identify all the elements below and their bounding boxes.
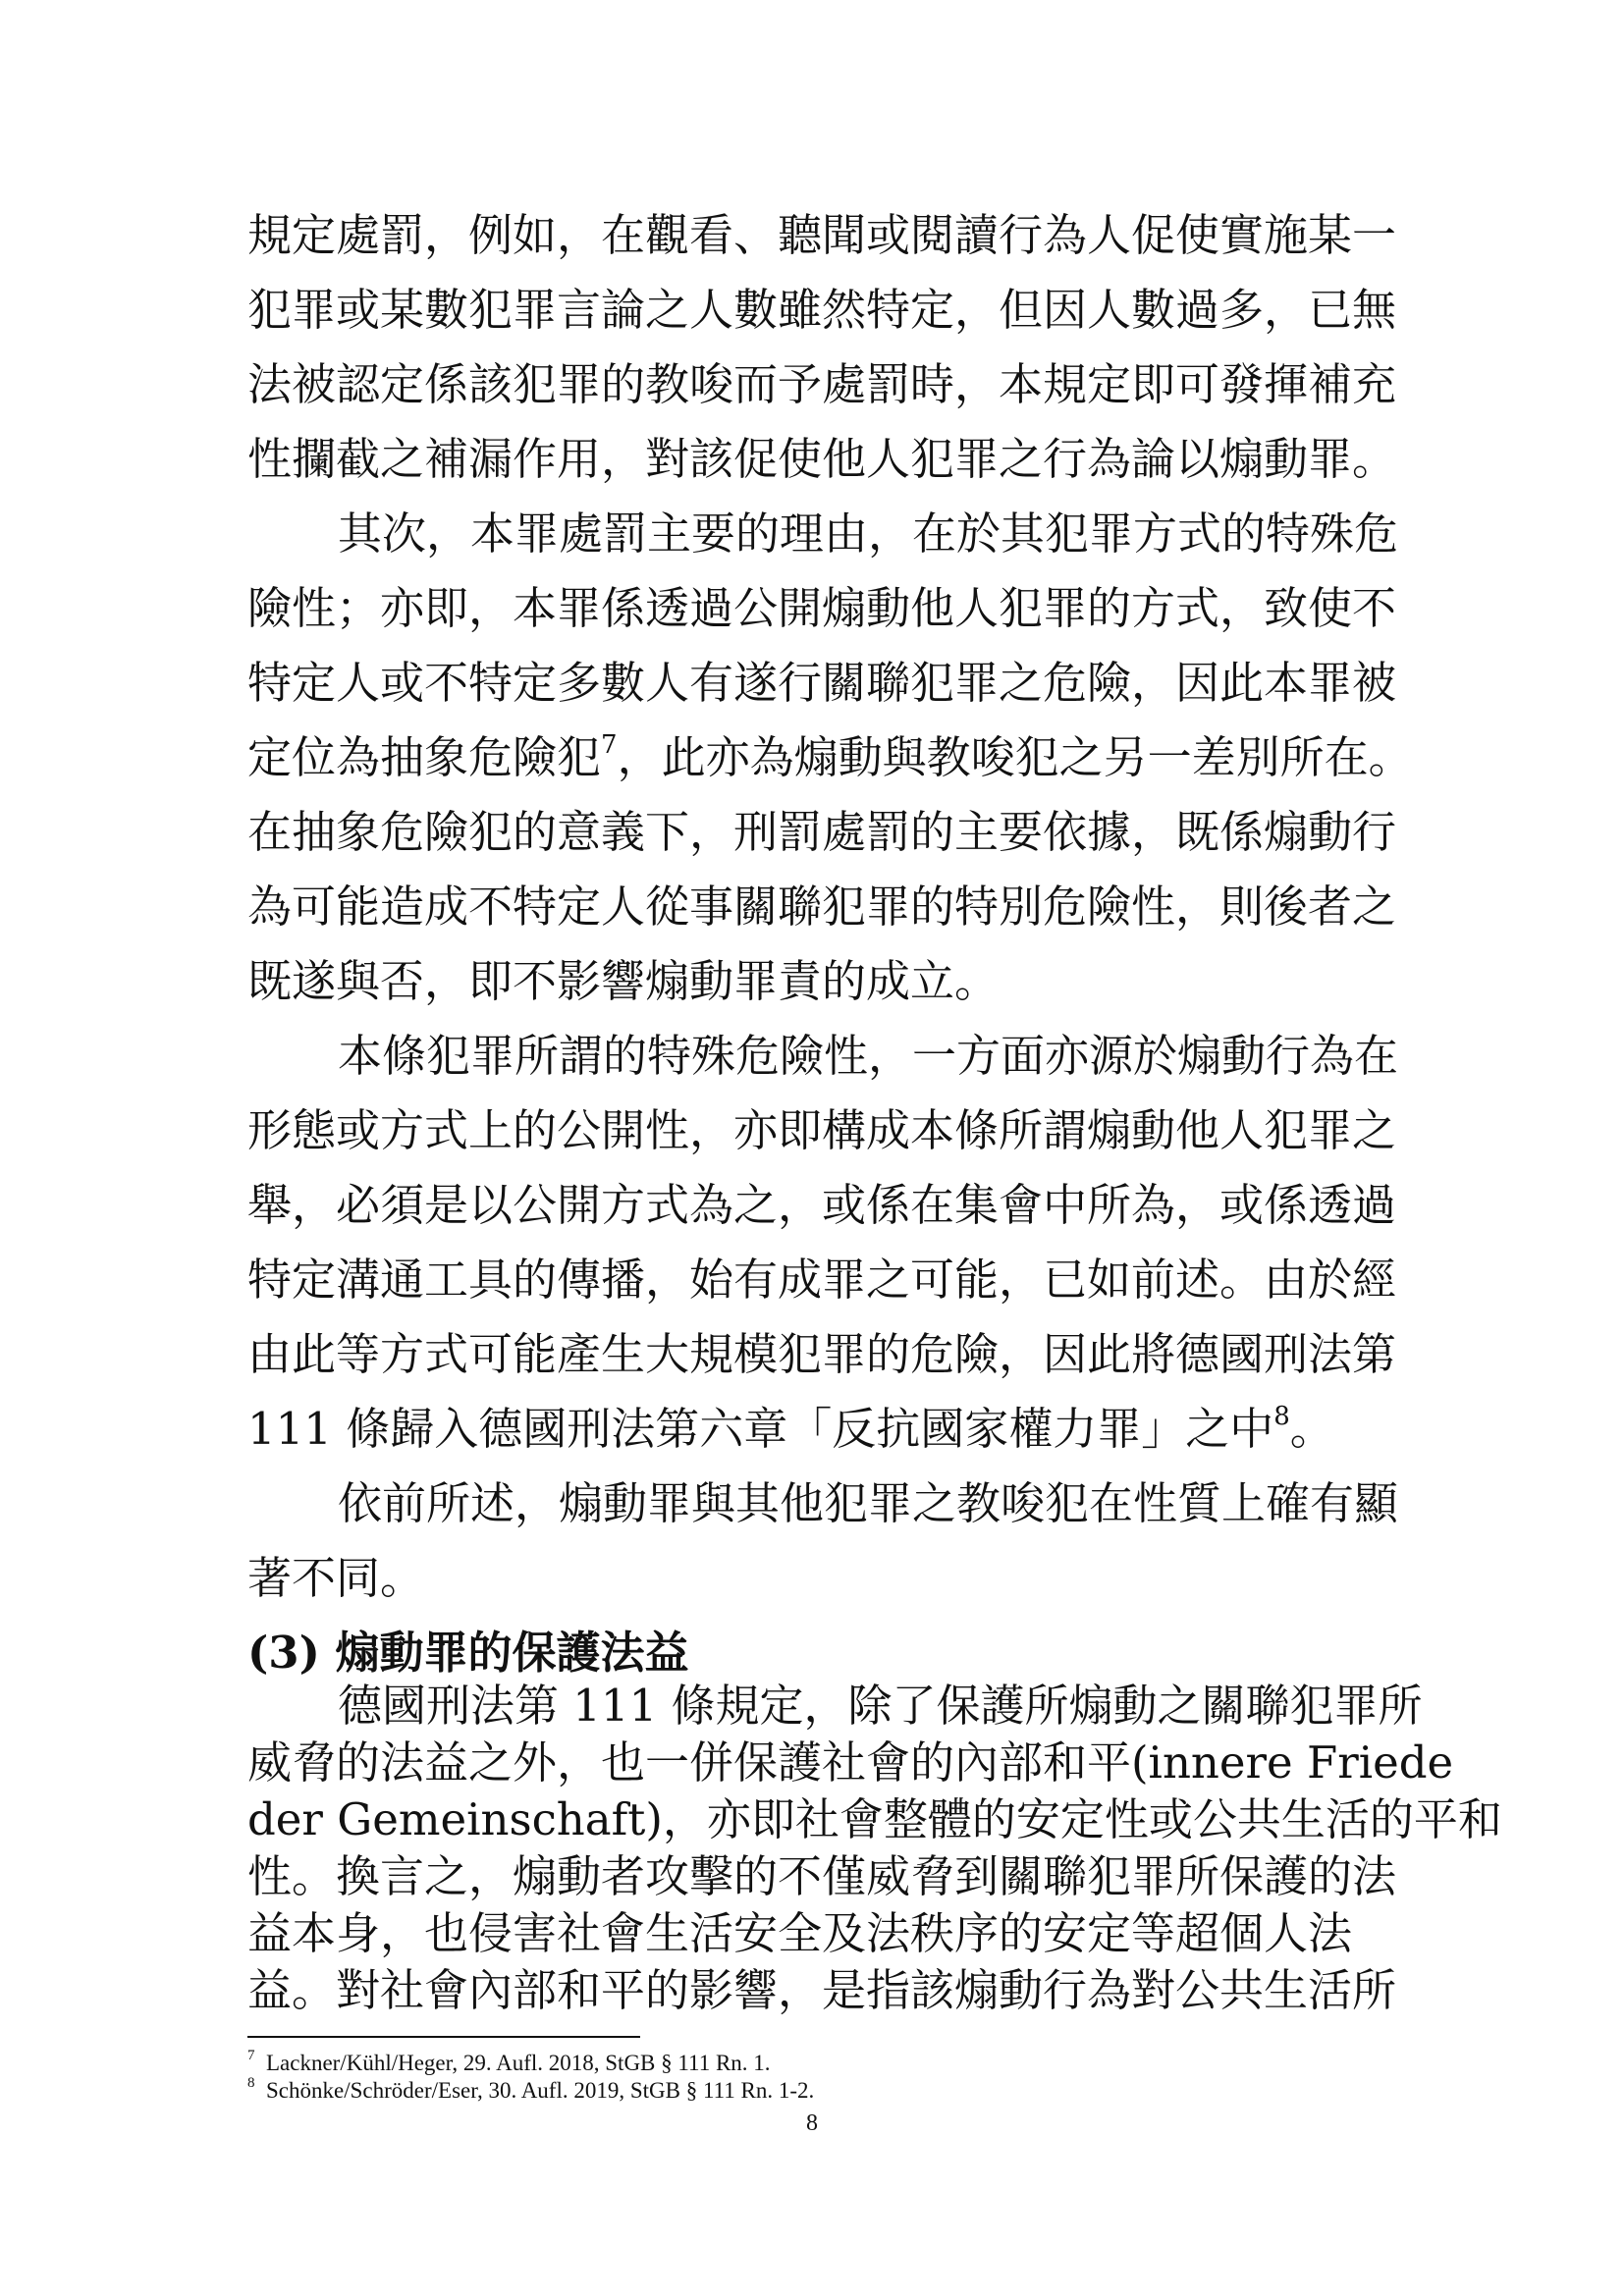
footnote-number: 7 — [247, 2048, 255, 2064]
footnote-text: Lackner/Kühl/Heger, 29. Aufl. 2018, StGB § 111 Rn. 1. — [266, 2051, 771, 2075]
body-line: 特定人或不特定多數人有遂行關聯犯罪之危險，因此本罪被 — [247, 657, 1397, 709]
body-line: 由此等方式可能產生大規模犯罪的危險，因此將德國刑法第 — [247, 1328, 1397, 1380]
body-line: der Gemeinschaft)，亦即社會整體的安定性或公共生活的平和 — [247, 1793, 1502, 1845]
page-number: 8 — [806, 2110, 818, 2136]
body-line: 法被認定係該犯罪的教唆而予處罰時，本規定即可發揮補充 — [247, 358, 1397, 410]
body-line — [247, 721, 1413, 795]
body-line: 為可能造成不特定人從事關聯犯罪的特別危險性，則後者之 — [247, 881, 1397, 933]
text-segment: ，此亦為煽動與教唆犯之另一差別所在。 — [617, 731, 1413, 783]
footnote-ref: 7 — [601, 730, 618, 760]
body-line: 險性；亦即，本罪係透過公開煽動他人犯罪的方式，致使不 — [247, 582, 1397, 634]
body-line: 德國刑法第 111 條規定，除了保護所煽動之關聯犯罪所 — [338, 1680, 1423, 1732]
body-line: 在抽象危險犯的意義下，刑罰處罰的主要依據，既係煽動行 — [247, 806, 1397, 858]
footnote-text: Schönke/Schröder/Eser, 30. Aufl. 2019, StGB § 111 Rn. 1-2. — [266, 2078, 815, 2103]
body-line: 形態或方式上的公開性，亦即構成本條所謂煽動他人犯罪之 — [247, 1104, 1397, 1156]
footnote-divider — [247, 2036, 640, 2038]
body-line: 規定處罰，例如，在觀看、聽聞或閱讀行為人促使實施某一 — [247, 209, 1397, 261]
body-line: 既遂與否，即不影響煽動罪責的成立。 — [247, 955, 1000, 1007]
body-line: 益本身，也侵害社會生活安全及法秩序的安定等超個人法 — [247, 1907, 1353, 1959]
body-line: 性。換言之，煽動者攻擊的不僅威脅到關聯犯罪所保護的法 — [247, 1850, 1397, 1902]
body-line: 舉，必須是以公開方式為之，或係在集會中所為，或係透過 — [247, 1179, 1397, 1231]
footnote-number: 8 — [247, 2075, 255, 2092]
text-segment: 111 條歸入德國刑法第六章「反抗國家權力罪」之中 — [247, 1403, 1274, 1455]
footnote-7 — [247, 2050, 771, 2077]
body-line: 性攔截之補漏作用，對該促使他人犯罪之行為論以煽動罪。 — [247, 433, 1397, 485]
footnote-ref: 8 — [1273, 1402, 1290, 1431]
body-line: 其次，本罪處罰主要的理由，在於其犯罪方式的特殊危 — [338, 507, 1399, 560]
body-line: 犯罪或某數犯罪言論之人數雖然特定，但因人數過多，已無 — [247, 284, 1397, 336]
footnote-8 — [247, 2077, 814, 2105]
section-heading: (3) 煽動罪的保護法益 — [247, 1627, 689, 1679]
body-line: 益。對社會內部和平的影響，是指該煽動行為對公共生活所 — [247, 1964, 1397, 2016]
body-line: 依前所述，煽動罪與其他犯罪之教唆犯在性質上確有顯 — [338, 1477, 1399, 1529]
body-line: 著不同。 — [247, 1552, 425, 1604]
text-segment: 定位為抽象危險犯 — [247, 731, 602, 783]
body-line — [247, 1392, 1386, 1467]
body-line: 特定溝通工具的傳播，始有成罪之可能，已如前述。由於經 — [247, 1254, 1397, 1306]
text-segment: 。 — [1289, 1403, 1334, 1455]
body-line: 威脅的法益之外，也一併保護社會的內部和平(innere Friede — [247, 1736, 1454, 1789]
body-line: 本條犯罪所謂的特殊危險性，一方面亦源於煽動行為在 — [338, 1030, 1399, 1082]
